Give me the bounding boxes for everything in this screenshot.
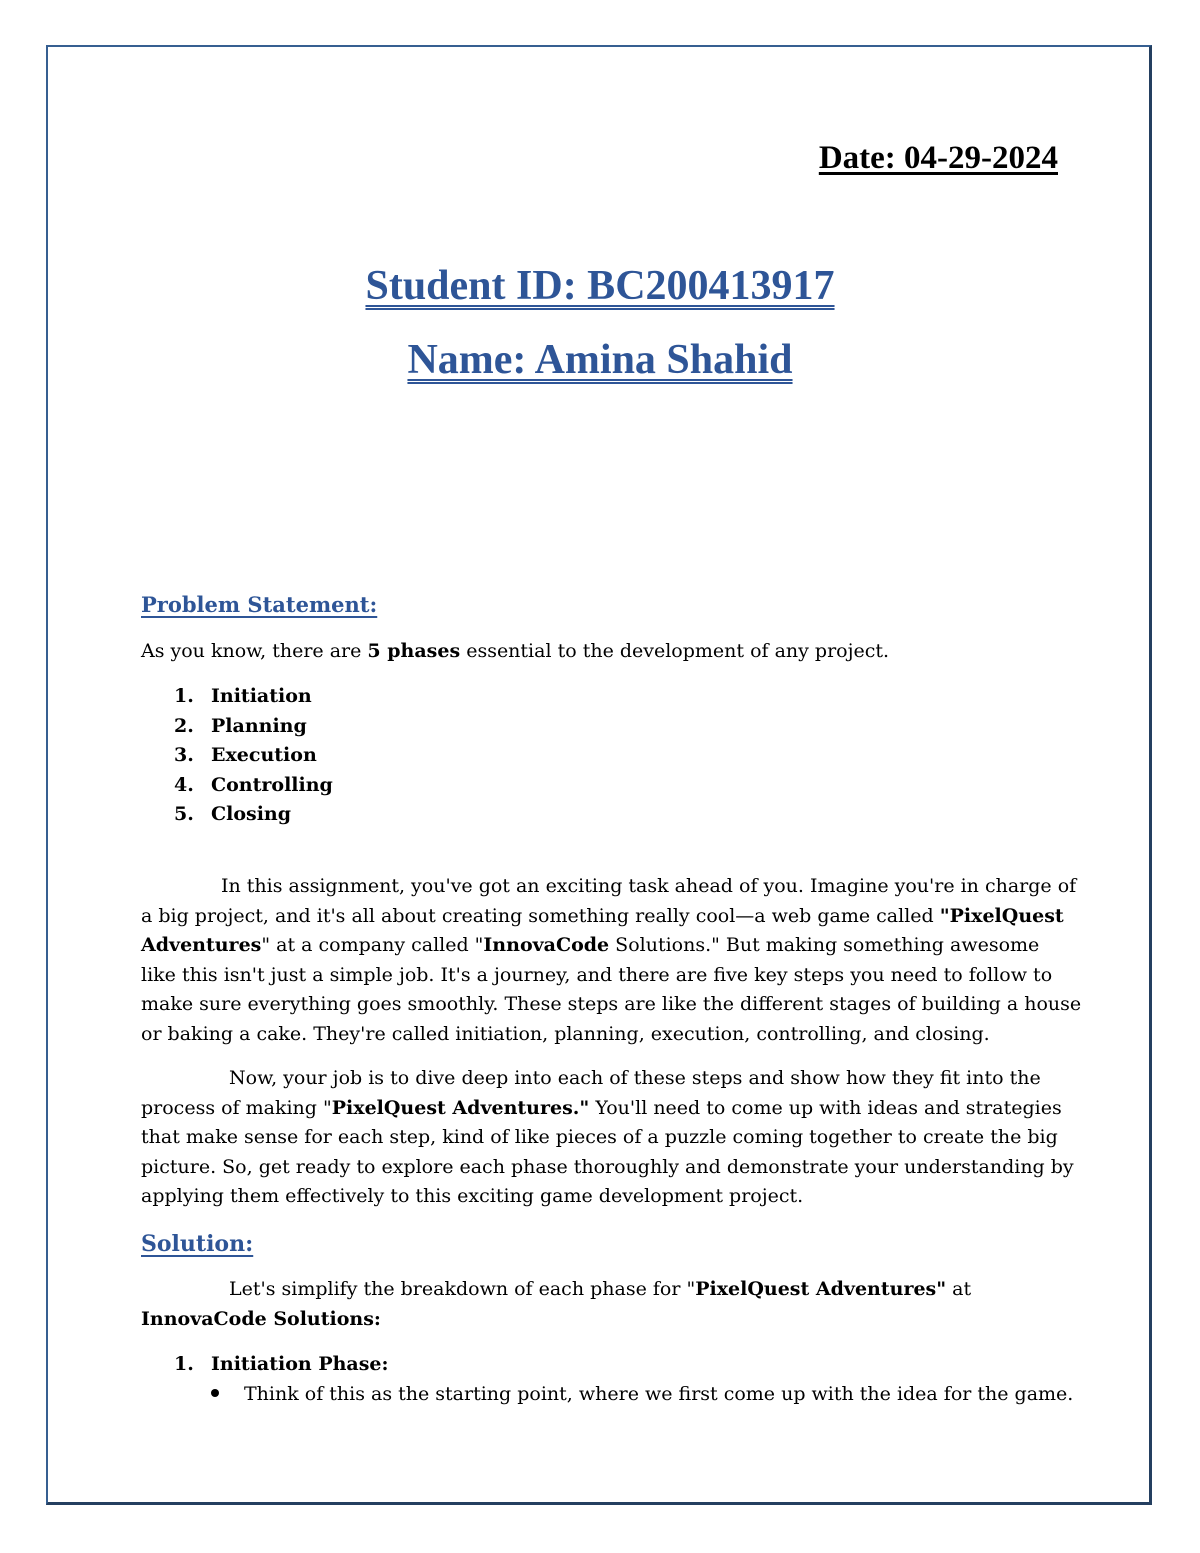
initiation-phase-item: 1. Initiation Phase: [174, 1353, 389, 1375]
bullet-icon [211, 1389, 219, 1397]
problem-statement-heading: Problem Statement: [141, 592, 378, 617]
solution-intro: Let's simplify the breakdown of each phase for "PixelQuest Adventures" at InnovaCode Solutions: [141, 1278, 972, 1330]
problem-intro: As you know, there are 5 phases essential to the development of any project. [141, 640, 890, 662]
date-line: Date: 04-29-2024 [818, 140, 1058, 176]
assignment-paragraph: In this assignment, you've got an exciting task ahead of you. Imagine you're in charge of a big project, and it's all about creating something really cool—a web game called "PixelQuest Adventures" at a company called "InnovaCode Solutions." But making something awesome like this isn't just a simple job. It's a journey, and there are five key steps you need to follow to make sure everything goes smoothly. These steps are like the different stages of building a house or baking a cake. They're called initiation, planning, execution, controlling, and closing. [141, 875, 1082, 1045]
list-item: 2. Planning [174, 714, 307, 737]
list-item: 5. Closing [174, 803, 292, 825]
list-item: 4. Controlling [174, 773, 333, 796]
solution-heading: Solution: [141, 1231, 254, 1257]
list-item: 3. Execution [174, 744, 317, 766]
student-name-title: Name: Amina Shahid [407, 337, 793, 383]
task-paragraph: Now, your job is to dive deep into each of these steps and show how they fit into the process of making "PixelQuest Adventures." You'll need to come up with ideas and strategies that make sense for each step, kind of like pieces of a puzzle coming together to create the big picture. So, get ready to explore each phase thoroughly and demonstrate your understanding by applying them effectively to this exciting game development project. [141, 1067, 1074, 1207]
student-id-title: Student ID: BC200413917 [365, 263, 835, 309]
initiation-bullet: Think of this as the starting point, where we first come up with the idea for the game. [211, 1380, 1073, 1410]
list-item: 1. Initiation [174, 685, 312, 707]
phase-list [174, 682, 333, 830]
